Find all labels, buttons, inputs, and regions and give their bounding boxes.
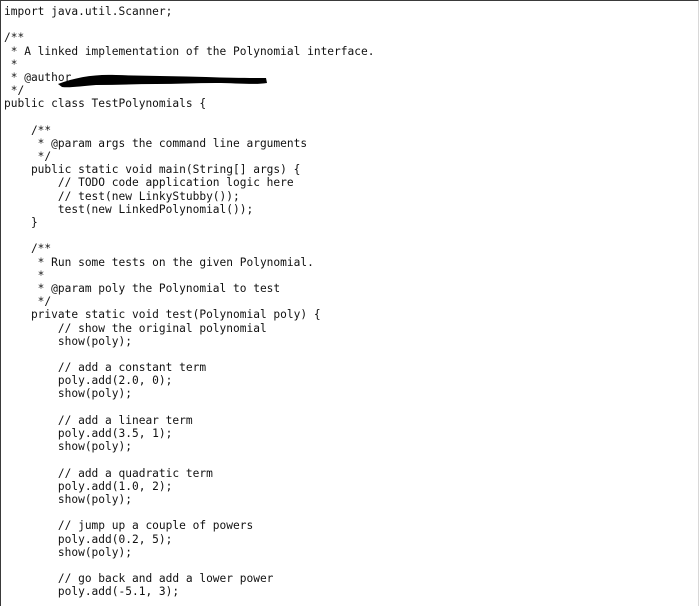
code-line-34: show(poly); <box>4 440 132 454</box>
code-line-41: poly.add(0.2, 5); <box>4 532 173 546</box>
code-listing <box>4 5 374 598</box>
code-line-45: poly.add(-5.1, 3); <box>4 585 180 599</box>
code-line-8: public class TestPolynomials { <box>4 97 207 111</box>
code-line-5: * <box>4 57 18 71</box>
code-line-12: */ <box>4 150 52 164</box>
code-line-39 <box>4 506 374 519</box>
code-line-31 <box>4 401 374 414</box>
code-line-9 <box>4 111 374 124</box>
code-line-28: // add a constant term <box>4 361 207 375</box>
code-line-23: */ <box>4 295 52 309</box>
code-line-35 <box>4 453 374 466</box>
code-line-13: public static void main(String[] args) { <box>4 163 301 177</box>
code-line-37: poly.add(1.0, 2); <box>4 479 173 493</box>
code-line-21: * <box>4 268 45 282</box>
code-line-36: // add a quadratic term <box>4 466 213 480</box>
code-line-32: // add a linear term <box>4 413 193 427</box>
code-line-38: show(poly); <box>4 492 132 506</box>
code-line-18 <box>4 229 374 242</box>
code-line-27 <box>4 348 374 361</box>
code-line-29: poly.add(2.0, 0); <box>4 374 173 388</box>
code-line-40: // jump up a couple of powers <box>4 519 254 533</box>
code-line-10: /** <box>4 123 52 137</box>
code-line-2 <box>4 18 374 31</box>
code-line-19: /** <box>4 242 52 256</box>
code-line-20: * Run some tests on the given Polynomial. <box>4 255 314 269</box>
code-line-17: } <box>4 216 38 229</box>
code-line-42: show(poly); <box>4 545 132 559</box>
code-line-24: private static void test(Polynomial poly) { <box>4 308 321 322</box>
code-line-14: // TODO code application logic here <box>4 176 294 190</box>
code-line-25: // show the original polynomial <box>4 321 267 335</box>
redaction-mark <box>58 75 267 87</box>
code-line-15: // test(new LinkyStubby()); <box>4 189 240 203</box>
code-line-1: import java.util.Scanner; <box>4 5 173 18</box>
code-line-43 <box>4 559 374 572</box>
code-line-44: // go back and add a lower power <box>4 572 274 586</box>
code-line-33: poly.add(3.5, 1); <box>4 427 173 440</box>
code-line-26: show(poly); <box>4 334 132 348</box>
code-line-30: show(poly); <box>4 387 132 401</box>
code-line-16: test(new LinkedPolynomial()); <box>4 202 254 216</box>
redaction-scribble <box>56 68 270 90</box>
code-line-11: * @param args the command line arguments <box>4 136 308 150</box>
code-line-4: * A linked implementation of the Polynomial interface. <box>4 44 375 58</box>
code-line-3: /** <box>4 31 25 45</box>
code-line-22: * @param poly the Polynomial to test <box>4 281 281 295</box>
code-line-6: * @author <box>4 70 72 84</box>
code-line-7: */ <box>4 84 25 98</box>
